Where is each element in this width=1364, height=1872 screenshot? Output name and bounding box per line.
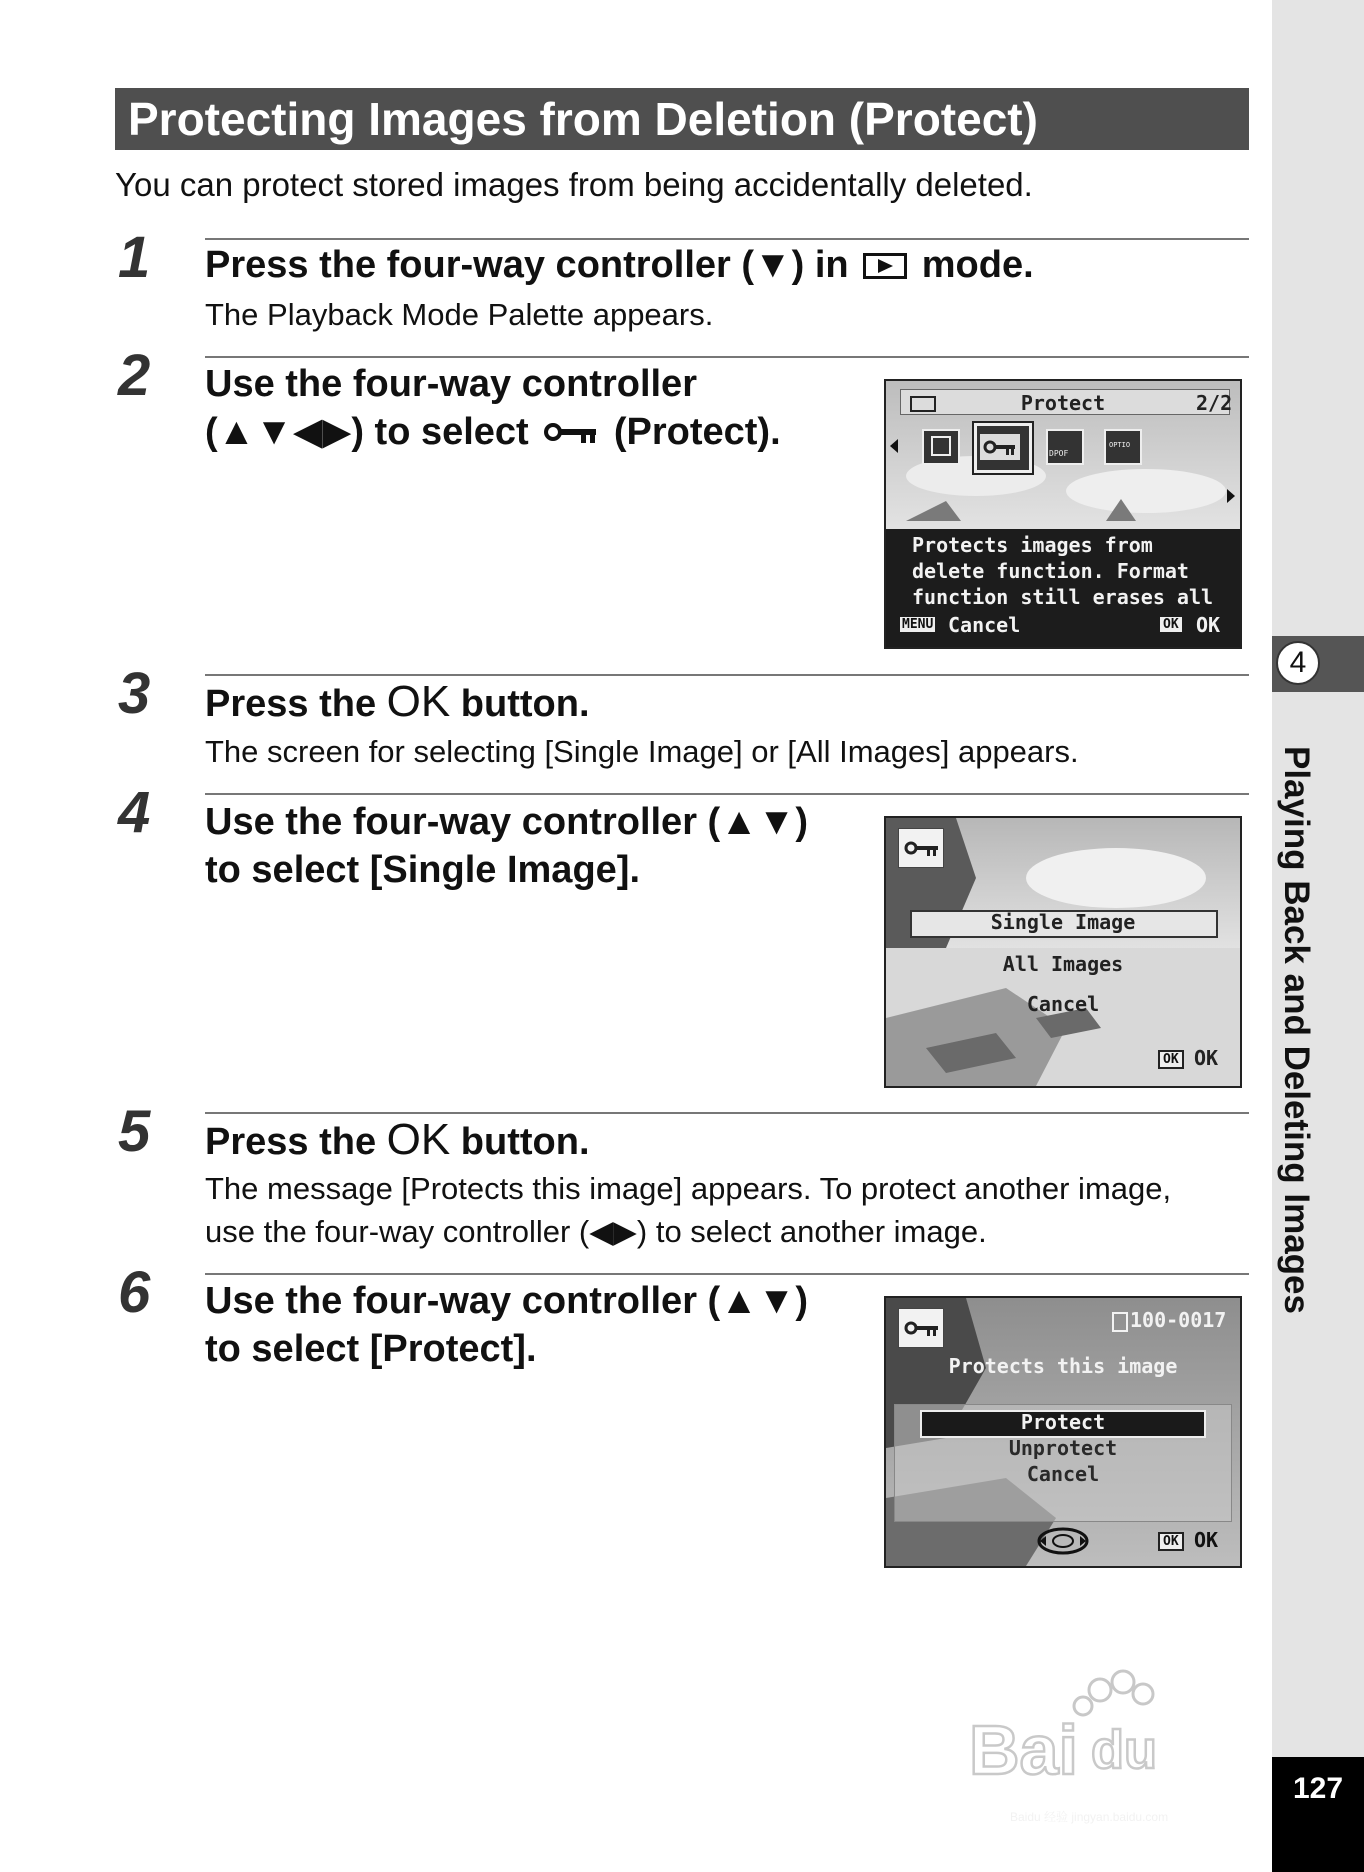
palette-optio-icon[interactable] [1104,429,1142,465]
ok-label[interactable]: OK [1194,1046,1219,1070]
step-heading-text: Press the [205,1121,377,1163]
step-heading-text: Press the four-way controller (▼) in [205,244,849,286]
palette-message-line: function still erases all [912,585,1214,609]
ok-button-glyph: OK [386,1115,451,1164]
step-divider [205,674,1249,676]
watermark-caption: Baidu 经验 jingyan.baidu.com [1010,1810,1169,1824]
step-divider [205,793,1249,795]
menu-option-all-images[interactable]: All Images [1002,952,1124,976]
palette-message-line: Protects images from [912,533,1153,557]
camera-screen-protect-image [884,1296,1242,1568]
step-heading [205,1116,590,1166]
palette-title: Protect [1020,391,1106,415]
step-heading [205,408,781,456]
step-divider [205,356,1249,358]
palette-message-line: delete function. Format [912,559,1189,583]
step-number: 3 [118,661,151,726]
four-way-controller-icon [1036,1526,1090,1556]
cancel-label[interactable]: Cancel [948,613,1021,637]
step-number: 6 [118,1260,151,1325]
palette-left-arrow-icon[interactable] [890,439,898,453]
menu-option-unprotect[interactable]: Unprotect [1008,1436,1118,1460]
step-heading-text: Press the [205,683,377,725]
step-number: 4 [118,780,151,845]
file-card-icon [1112,1312,1128,1332]
step-heading-text: (Protect). [613,411,781,453]
ok-label[interactable]: OK [1194,1528,1219,1552]
protect-key-icon [543,418,599,446]
palette-dpof-icon[interactable] [1046,429,1084,465]
step-description: The message [Protects this image] appears. To protect another image, [205,1171,1172,1206]
step-heading [205,241,1034,289]
step-heading: to select [Single Image]. [205,849,640,891]
step-heading-text: button. [460,1121,590,1163]
protect-message: Protects this image [948,1354,1178,1378]
ok-label[interactable]: OK [1196,613,1221,637]
step-heading-text: button. [460,683,590,725]
step-divider [205,1112,1249,1114]
ok-key-icon[interactable]: OK [1160,617,1182,632]
step-description: The Playback Mode Palette appears. [205,297,714,332]
step-heading: Use the four-way controller [205,363,697,405]
protect-mode-icon [898,828,944,868]
step-divider [205,238,1249,240]
dpof-label: DPOF [1049,449,1069,458]
svg-text:du: du [1091,1720,1157,1780]
palette-right-arrow-icon[interactable] [1227,489,1235,503]
palette-protect-item-icon[interactable] [974,423,1032,473]
step-divider [205,1273,1249,1275]
step-heading-text: mode. [921,244,1034,286]
palette-item-icon[interactable] [922,429,960,465]
menu-option-cancel[interactable]: Cancel [1026,1462,1100,1486]
step-number: 1 [118,225,151,290]
step-number: 5 [118,1099,151,1164]
step-heading: to select [Protect]. [205,1328,537,1370]
palette-page: 2/2 [1196,391,1233,415]
ok-button-glyph: OK [386,677,451,726]
section-title: Protecting Images from Deletion (Protect) [128,93,1038,145]
optio-label: OPTIO [1109,441,1131,449]
ok-key-icon[interactable]: OK [1158,1050,1184,1069]
menu-option-single-image[interactable]: Single Image [990,910,1136,934]
intro-text: You can protect stored images from being accidentally deleted. [115,166,1033,203]
step-heading: Use the four-way controller (▲▼) [205,1280,809,1322]
step-heading: Use the four-way controller (▲▼) [205,801,809,843]
step-heading-text: (▲▼◀▶) to select [205,411,529,453]
menu-option-protect[interactable]: Protect [1020,1410,1106,1434]
ok-key-icon[interactable]: OK [1158,1532,1184,1551]
step-number: 2 [118,343,151,408]
menu-key-icon[interactable]: MENU [902,617,934,632]
protect-mode-icon [898,1308,944,1348]
file-number: 100-0017 [1130,1308,1227,1332]
page-number: 127 [1292,1772,1344,1805]
camera-screen-playback-palette [884,379,1242,649]
svg-text:Bai: Bai [969,1711,1078,1789]
chapter-number: 4 [1276,641,1320,685]
camera-screen-select-mode [884,816,1242,1088]
playback-mode-icon [863,253,907,279]
chapter-title: Playing Back and Deleting Images [1277,746,1316,1314]
menu-option-cancel[interactable]: Cancel [1026,992,1100,1016]
step-heading [205,678,590,728]
baidu-watermark-logo [965,1662,1275,1812]
step-description: The screen for selecting [Single Image] or [All Images] appears. [205,734,1079,769]
step-description: use the four-way controller (◀▶) to select another image. [205,1214,987,1249]
